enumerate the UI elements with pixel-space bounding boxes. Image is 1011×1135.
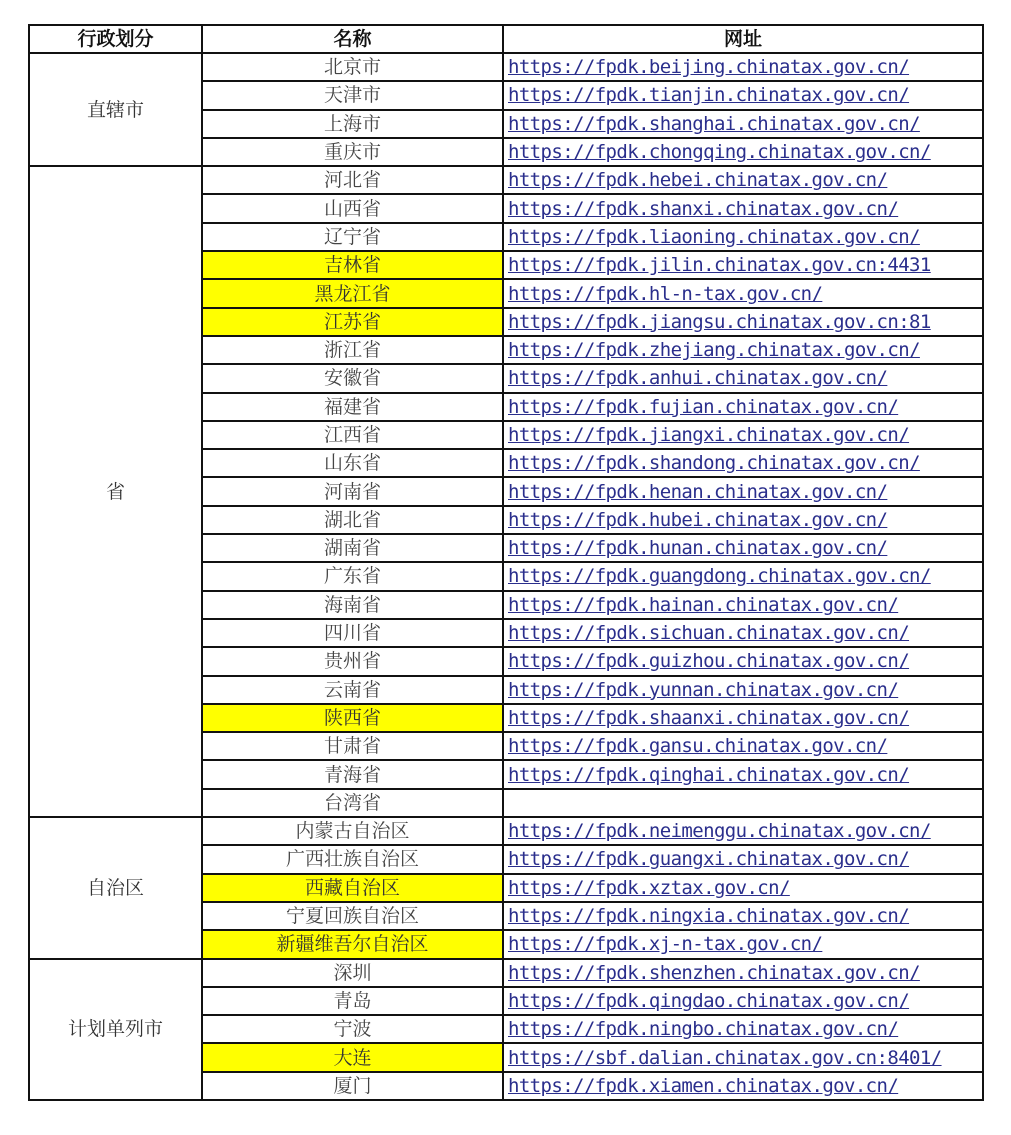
url-cell [503,138,983,166]
url-cell [503,902,983,930]
url-link[interactable]: https://fpdk.tianjin.chinatax.gov.cn/ [508,84,910,107]
url-link[interactable]: https://fpdk.xztax.gov.cn/ [508,876,790,899]
region-name-cell: 湖南省 [202,534,503,562]
division-cell: 省 [29,166,202,817]
region-name-cell: 云南省 [202,676,503,704]
url-link[interactable]: https://fpdk.shanghai.chinatax.gov.cn/ [508,112,920,135]
url-link[interactable]: https://fpdk.jiangxi.chinatax.gov.cn/ [508,424,910,446]
region-name-cell: 宁波 [202,1015,503,1043]
region-name-cell: 青海省 [202,760,503,788]
header-url: 网址 [503,25,983,53]
region-name-cell: 深圳 [202,959,503,987]
region-name-cell: 山西省 [202,194,503,222]
region-name-cell: 青岛 [202,987,503,1015]
region-name-cell: 河北省 [202,166,503,194]
url-link[interactable]: https://fpdk.hunan.chinatax.gov.cn/ [508,537,888,560]
url-link[interactable]: https://fpdk.xiamen.chinatax.gov.cn/ [508,1074,899,1097]
table-row [29,166,983,194]
url-cell [503,223,983,251]
url-link[interactable]: https://fpdk.yunnan.chinatax.gov.cn/ [508,678,899,701]
url-cell [503,760,983,788]
region-name-cell: 宁夏回族自治区 [202,902,503,930]
region-name-cell: 台湾省 [202,789,503,817]
url-cell [503,251,983,279]
url-cell [503,591,983,619]
url-cell [503,534,983,562]
url-cell [503,1043,983,1071]
region-name-cell: 上海市 [202,110,503,138]
header-row [29,25,983,53]
region-name-cell: 重庆市 [202,138,503,166]
url-link[interactable]: https://fpdk.neimenggu.chinatax.gov.cn/ [508,820,931,843]
url-cell [503,53,983,81]
url-link[interactable]: https://fpdk.ningxia.chinatax.gov.cn/ [508,905,910,928]
url-link[interactable]: https://fpdk.guizhou.chinatax.gov.cn/ [508,650,910,673]
region-name-cell: 安徽省 [202,364,503,392]
url-cell [503,562,983,590]
tax-site-table [28,24,984,1101]
region-name-cell: 江西省 [202,421,503,449]
region-name-cell: 江苏省 [202,308,503,336]
url-link[interactable]: https://fpdk.henan.chinatax.gov.cn/ [508,480,888,503]
url-cell [503,845,983,873]
url-cell [503,987,983,1015]
url-cell [503,336,983,364]
header-name: 名称 [202,25,503,53]
url-link[interactable]: https://fpdk.beijing.chinatax.gov.cn/ [508,56,910,79]
division-cell: 直辖市 [29,53,202,166]
url-link[interactable]: https://fpdk.shaanxi.chinatax.gov.cn/ [508,706,910,729]
division-cell: 自治区 [29,817,202,958]
url-link[interactable]: https://fpdk.shenzhen.chinatax.gov.cn/ [508,961,920,984]
url-link[interactable]: https://fpdk.liaoning.chinatax.gov.cn/ [508,225,920,248]
region-name-cell: 天津市 [202,81,503,109]
url-link[interactable]: https://fpdk.hl-n-tax.gov.cn/ [508,282,823,305]
region-name-cell: 山东省 [202,449,503,477]
url-cell [503,732,983,760]
region-name-cell: 广西壮族自治区 [202,845,503,873]
url-link[interactable]: https://fpdk.jilin.chinatax.gov.cn:4431 [508,254,931,277]
url-cell [503,1015,983,1043]
url-link[interactable]: https://fpdk.guangxi.chinatax.gov.cn/ [508,848,910,871]
url-cell [503,959,983,987]
url-link[interactable]: https://fpdk.jiangsu.chinatax.gov.cn:81 [508,310,931,333]
url-cell [503,1072,983,1100]
region-name-cell: 陕西省 [202,704,503,732]
header-division: 行政划分 [29,25,202,53]
url-cell [503,789,983,817]
url-cell [503,930,983,958]
division-cell: 计划单列市 [29,959,202,1100]
url-cell [503,421,983,449]
region-name-cell: 辽宁省 [202,223,503,251]
url-link[interactable]: https://fpdk.fujian.chinatax.gov.cn/ [508,395,899,418]
region-name-cell: 四川省 [202,619,503,647]
region-name-cell: 海南省 [202,591,503,619]
region-name-cell: 大连 [202,1043,503,1071]
region-name-cell: 黑龙江省 [202,279,503,307]
url-link[interactable]: https://fpdk.zhejiang.chinatax.gov.cn/ [508,339,920,362]
url-link[interactable]: https://fpdk.hubei.chinatax.gov.cn/ [508,508,888,531]
url-link[interactable]: https://fpdk.shandong.chinatax.gov.cn/ [508,452,920,475]
url-link[interactable]: https://fpdk.xj-n-tax.gov.cn/ [508,933,823,956]
table-row [29,817,983,845]
url-cell [503,279,983,307]
url-link[interactable]: https://fpdk.shanxi.chinatax.gov.cn/ [508,197,899,220]
region-name-cell: 新疆维吾尔自治区 [202,930,503,958]
url-link[interactable]: https://fpdk.anhui.chinatax.gov.cn/ [508,367,888,390]
url-link[interactable]: https://fpdk.hainan.chinatax.gov.cn/ [508,593,899,616]
region-name-cell: 内蒙古自治区 [202,817,503,845]
url-cell [503,619,983,647]
region-name-cell: 厦门 [202,1072,503,1100]
url-cell [503,194,983,222]
url-cell [503,308,983,336]
url-link[interactable]: https://fpdk.sichuan.chinatax.gov.cn/ [508,622,910,645]
region-name-cell: 西藏自治区 [202,874,503,902]
region-name-cell: 河南省 [202,477,503,505]
url-cell [503,506,983,534]
url-link[interactable]: https://sbf.dalian.chinatax.gov.cn:8401/ [508,1046,942,1069]
url-link[interactable]: https://fpdk.qingdao.chinatax.gov.cn/ [508,989,910,1012]
url-link[interactable]: https://fpdk.guangdong.chinatax.gov.cn/ [508,565,931,588]
url-cell [503,647,983,675]
url-cell [503,817,983,845]
table-row [29,53,983,81]
region-name-cell: 浙江省 [202,336,503,364]
url-cell [503,477,983,505]
url-cell [503,110,983,138]
table-body [29,53,983,1100]
region-name-cell: 广东省 [202,562,503,590]
url-cell [503,704,983,732]
region-name-cell: 吉林省 [202,251,503,279]
url-cell [503,81,983,109]
region-name-cell: 湖北省 [202,506,503,534]
url-cell [503,393,983,421]
region-name-cell: 甘肃省 [202,732,503,760]
url-link[interactable]: https://fpdk.chongqing.chinatax.gov.cn/ [508,141,931,164]
url-cell [503,676,983,704]
url-link[interactable]: https://fpdk.qinghai.chinatax.gov.cn/ [508,763,910,786]
region-name-cell: 福建省 [202,393,503,421]
region-name-cell: 北京市 [202,53,503,81]
url-link[interactable]: https://fpdk.ningbo.chinatax.gov.cn/ [508,1018,899,1041]
url-link[interactable]: https://fpdk.gansu.chinatax.gov.cn/ [508,735,888,758]
url-cell [503,166,983,194]
url-cell [503,874,983,902]
url-link[interactable]: https://fpdk.hebei.chinatax.gov.cn/ [508,169,888,192]
region-name-cell: 贵州省 [202,647,503,675]
table-row [29,959,983,987]
url-cell [503,449,983,477]
url-cell [503,364,983,392]
